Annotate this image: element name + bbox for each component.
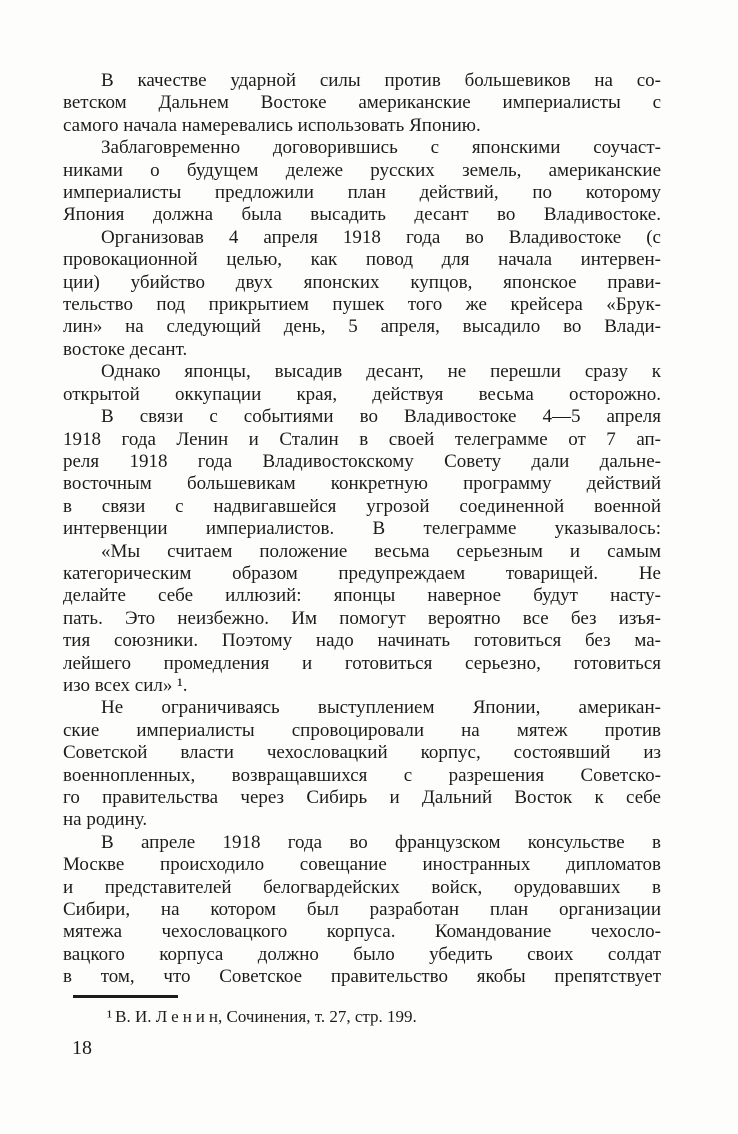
page-number: 18 (72, 1037, 92, 1059)
text-line: Москве происходило совещание иностранных дипломатов (63, 854, 661, 876)
text-line: В связи с событиями во Владивостоке 4—5 апреля (101, 406, 661, 428)
text-line: востоке десант. (63, 338, 188, 360)
footnote-author-name: Ленин (155, 1007, 222, 1026)
paragraph (63, 137, 661, 227)
text-line: интервенции империалистов. В телеграмме указывалось: (63, 518, 661, 540)
paragraph (63, 832, 661, 989)
footnote-author-initials: В. И. (115, 1007, 152, 1026)
text-line: в связи с надвигавшейся угрозой соединенной военной (63, 495, 661, 517)
text-line: Советской власти чехословацкий корпус, состоявший из (63, 742, 661, 764)
text-line: изо всех сил» ¹. (63, 674, 188, 696)
text-line: самого начала намеревались использовать Японию. (63, 114, 481, 136)
text-line: В качестве ударной силы против большевиков на со- (101, 70, 661, 91)
text-line: 1918 года Ленин и Сталин в своей телеграмме от 7 ап- (63, 428, 661, 450)
text-line: «Мы считаем положение весьма серьезным и самым (101, 540, 661, 562)
footnote-marker: ¹ (107, 1007, 113, 1026)
paragraph (63, 70, 661, 137)
text-line: восточным большевикам конкретную программу действий (63, 473, 661, 495)
paragraph (63, 361, 661, 406)
text-line: тельство под прикрытием пушек того же крейсера «Брук- (63, 294, 661, 316)
paragraph (63, 541, 661, 698)
text-line: Сибири, на котором был разработан план организации (63, 899, 661, 921)
text-line: В апреле 1918 года во французском консульстве в (101, 831, 661, 853)
text-line: лин» на следующий день, 5 апреля, высадило во Влади- (63, 316, 661, 338)
paragraph (63, 406, 661, 540)
footnote-citation: , Сочинения, т. 27, стр. 199. (218, 1007, 417, 1026)
text-line: го правительства через Сибирь и Дальний Восток к себе (63, 787, 661, 808)
paragraph (63, 697, 661, 831)
text-line: и представителей белогвардейских войск, орудовавших в (63, 876, 661, 898)
text-line: Не ограничиваясь выступлением Японии, американ- (101, 697, 661, 719)
text-line: пать. Это неизбежно. Им помогут вероятно все без изъя- (63, 607, 661, 629)
text-line: Однако японцы, высадив десант, не перешли сразу к (101, 361, 661, 383)
body-text (63, 70, 661, 989)
text-line: Япония должна была высадить десант во Владивостоке. (63, 204, 661, 226)
text-line: реля 1918 года Владивостокскому Совету дали дальне- (63, 450, 661, 472)
text-line: в том, что Советское правительство якобы препятствует (63, 966, 661, 988)
text-line: ции) убийство двух японских купцов, японское прави- (63, 271, 661, 293)
text-line: ветском Дальнем Востоке американские империалисты с (63, 92, 661, 114)
footnote (63, 1006, 661, 1028)
footnote-separator (73, 995, 178, 998)
text-line: вацкого корпуса должно было убедить своих солдат (63, 943, 661, 965)
text-line: Заблаговременно договорившись с японскими соучаст- (101, 137, 661, 159)
paragraph (63, 227, 661, 361)
text-line: ские империалисты спровоцировали на мятеж против (63, 719, 661, 741)
text-line: мятежа чехословацкого корпуса. Командование чехосло- (63, 921, 661, 943)
text-line: Организовав 4 апреля 1918 года во Владивостоке (с (101, 226, 661, 248)
text-line: лейшего промедления и готовиться серьезно, готовиться (63, 652, 661, 674)
text-line: категорическим образом предупреждаем товарищей. Не (63, 562, 661, 584)
text-line: открытой оккупации края, действуя весьма осторожно. (63, 383, 661, 405)
text-line: провокационной целью, как повод для начала интервен- (63, 249, 661, 271)
text-line: делайте себе иллюзий: японцы наверное будут насту- (63, 585, 661, 607)
text-line: тия союзники. Поэтому надо начинать готовиться без ма- (63, 630, 661, 652)
text-line: империалисты предложили план действий, по которому (63, 182, 661, 204)
text-line: военнопленных, возвращавшихся с разрешения Советско- (63, 764, 661, 786)
text-line: никами о будущем дележе русских земель, американские (63, 159, 661, 181)
text-line: на родину. (63, 809, 148, 831)
